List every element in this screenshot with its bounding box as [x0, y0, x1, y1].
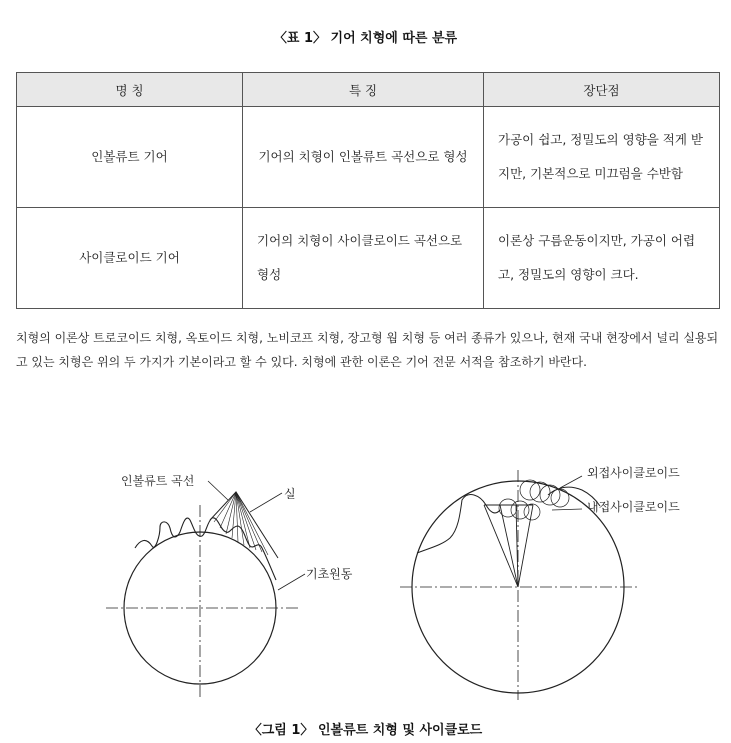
label-epicycloid: 외접사이클로이드 [587, 466, 680, 480]
cell-name: 인볼류트 기어 [17, 107, 243, 208]
cell-name: 사이클로이드 기어 [17, 208, 243, 309]
body-paragraph: 치형의 이론상 트로코이드 치형, 옥토이드 치형, 노비코프 치형, 장고형 웜 치형 등 여러 종류가 있으나, 현재 국내 현장에서 널리 실용되고 있는 치형은 위의 두 가지가 기본이라고 할 수 있다. 치형에 관한 이론은 기어 전문 서적을 참조하기 바란다. [16, 331, 719, 369]
label-hypocycloid: 내접사이클로이드 [587, 500, 680, 514]
table-caption: 〈표 1〉 기어 치형에 따른 분류 [273, 31, 458, 46]
leader-epicycloid [560, 476, 582, 488]
gear-teeth-outline [135, 518, 276, 580]
leader-involute [208, 481, 228, 500]
header-pros-cons: 장단점 [484, 73, 720, 107]
involute-diagram [106, 481, 305, 700]
label-thread: 실 [284, 487, 296, 501]
cell-feature: 기어의 치형이 사이클로이드 곡선으로 형성 [243, 208, 484, 309]
left-tooth-curve [417, 495, 500, 553]
leader-hypocycloid [552, 509, 582, 510]
leader-thread [250, 493, 282, 512]
rolling-circles-inner [499, 499, 540, 520]
header-feature: 특 징 [243, 73, 484, 107]
leader-base-circle [278, 574, 305, 590]
figure-caption: 〈그림 1〉 인볼류트 치형 및 사이클로드 [248, 723, 483, 738]
cell-pros-cons: 가공이 쉽고, 정밀도의 영향을 적게 받지만, 기본적으로 미끄럼을 수반함 [484, 107, 720, 208]
header-name: 명 칭 [17, 73, 243, 107]
label-base-circle: 기초원동 [306, 567, 353, 581]
cell-feature: 기어의 치형이 인볼류트 곡선으로 형성 [243, 107, 484, 208]
label-involute-curve: 인볼류트 곡선 [121, 474, 195, 488]
cell-pros-cons: 이론상 구름운동이지만, 가공이 어렵고, 정밀도의 영향이 크다. [484, 208, 720, 309]
